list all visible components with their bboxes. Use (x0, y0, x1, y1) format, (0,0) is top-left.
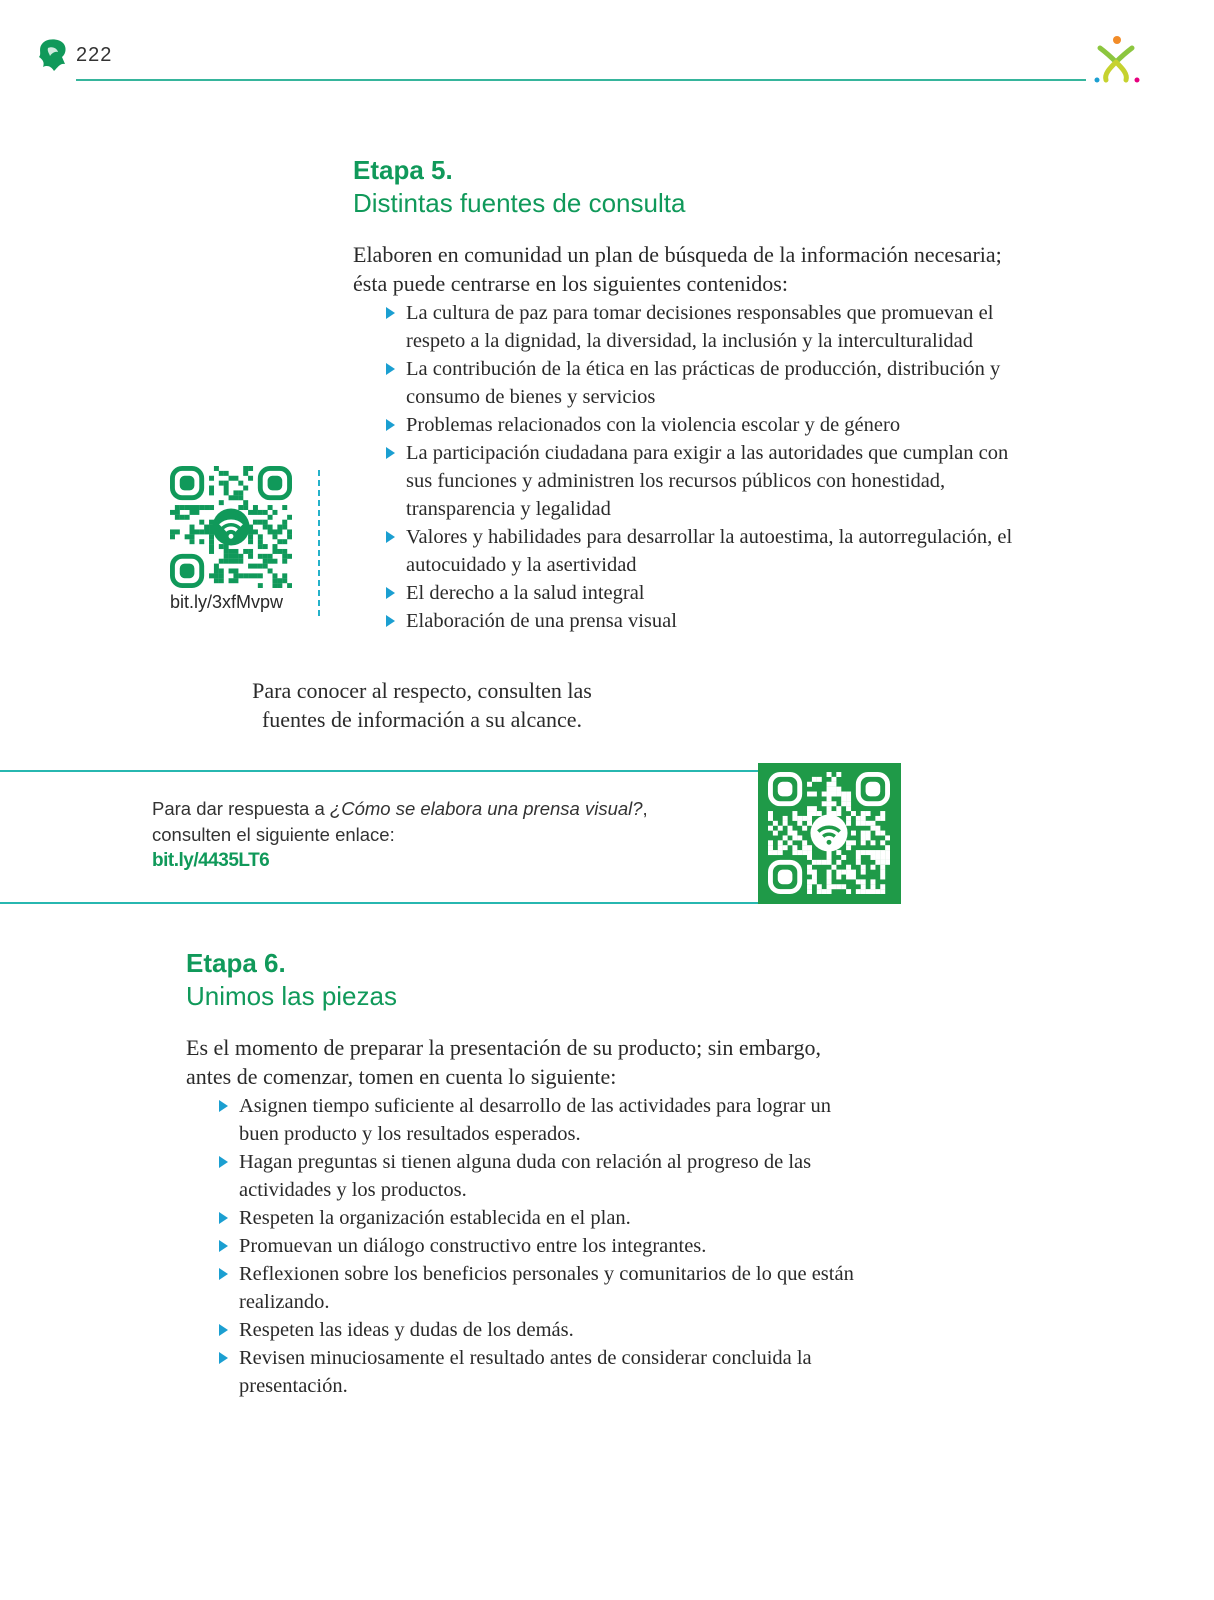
stage-5-list (383, 299, 1023, 635)
triangle-bullet-icon (219, 1324, 228, 1336)
qr-code-icon[interactable] (170, 466, 292, 588)
list-item: Revisen minuciosamente el resultado antes de considerar concluida la presentación. (216, 1344, 866, 1400)
stage-6-section (186, 947, 866, 1400)
colorful-figure-logo-icon (1090, 34, 1142, 86)
list-item: Asignen tiempo suficiente al desarrollo de las actividades para lograr un buen producto y los resultados esperados. (216, 1092, 866, 1148)
triangle-bullet-icon (386, 307, 395, 319)
header-rule (76, 79, 1086, 81)
triangle-bullet-icon (219, 1268, 228, 1280)
stage-5-section (353, 154, 1023, 635)
list-item: Respeten las ideas y dudas de los demás. (216, 1316, 866, 1344)
triangle-bullet-icon (386, 447, 395, 459)
list-item: La contribución de la ética en las prácticas de producción, distribución y consumo de bienes y servicios (383, 355, 1023, 411)
triangle-bullet-icon (386, 615, 395, 627)
list-item: Elaboración de una prensa visual (383, 607, 1023, 635)
triangle-bullet-icon (219, 1100, 228, 1112)
list-item: La cultura de paz para tomar decisiones responsables que promuevan el respeto a la dignidad, la diversidad, la inclusión y la interculturalidad (383, 299, 1023, 355)
stage-6-list (216, 1092, 866, 1400)
triangle-bullet-icon (219, 1212, 228, 1224)
link-band-url[interactable]: bit.ly/4435LT6 (152, 850, 270, 871)
stage-5-title: Etapa 5. (353, 155, 453, 185)
stage-5-intro: Elaboren en comunidad un plan de búsqueda de la información necesaria; ésta puede centrarse en los siguientes contenidos: (353, 242, 1002, 296)
list-item: Problemas relacionados con la violencia escolar y de género (383, 411, 1023, 439)
triangle-bullet-icon (386, 531, 395, 543)
triangle-bullet-icon (386, 363, 395, 375)
triangle-bullet-icon (219, 1156, 228, 1168)
triangle-bullet-icon (219, 1240, 228, 1252)
qr-code-icon[interactable] (768, 772, 890, 894)
stage-6-subtitle: Unimos las piezas (186, 981, 397, 1011)
triangle-bullet-icon (219, 1352, 228, 1364)
list-item: Reflexionen sobre los beneficios personales y comunitarios de lo que están realizando. (216, 1260, 866, 1316)
page-number: 222 (76, 44, 113, 66)
triangle-bullet-icon (386, 587, 395, 599)
triangle-bullet-icon (386, 419, 395, 431)
dashed-divider (318, 470, 320, 616)
qr-link[interactable]: bit.ly/3xfMvpw (170, 592, 284, 612)
leaf-emblem-icon (36, 38, 68, 72)
list-item: Respeten la organización establecida en el plan. (216, 1204, 866, 1232)
list-item: Hagan preguntas si tienen alguna duda con relación al progreso de las actividades y los productos. (216, 1148, 866, 1204)
list-item: Valores y habilidades para desarrollar la autoestima, la autorregulación, el autocuidado y la asertividad (383, 523, 1023, 579)
list-item: El derecho a la salud integral (383, 579, 1023, 607)
link-band-text: Para dar respuesta a ¿Cómo se elabora una prensa visual?, consulten el siguiente enlace: bit.ly/4435LT6 (152, 796, 712, 874)
stage-6-title: Etapa 6. (186, 948, 286, 978)
stage-5-closing: Para conocer al respecto, consulten las fuentes de información a su alcance. (252, 678, 592, 732)
list-item: La participación ciudadana para exigir a las autoridades que cumplan con sus funciones y administren los recursos públicos con honestidad, transparencia y legalidad (383, 439, 1023, 523)
stage-5-subtitle: Distintas fuentes de consulta (353, 188, 686, 218)
list-item: Promuevan un diálogo constructivo entre los integrantes. (216, 1232, 866, 1260)
stage-6-intro: Es el momento de preparar la presentación de su producto; sin embargo, antes de comenzar, tomen en cuenta lo siguiente: (186, 1035, 821, 1089)
